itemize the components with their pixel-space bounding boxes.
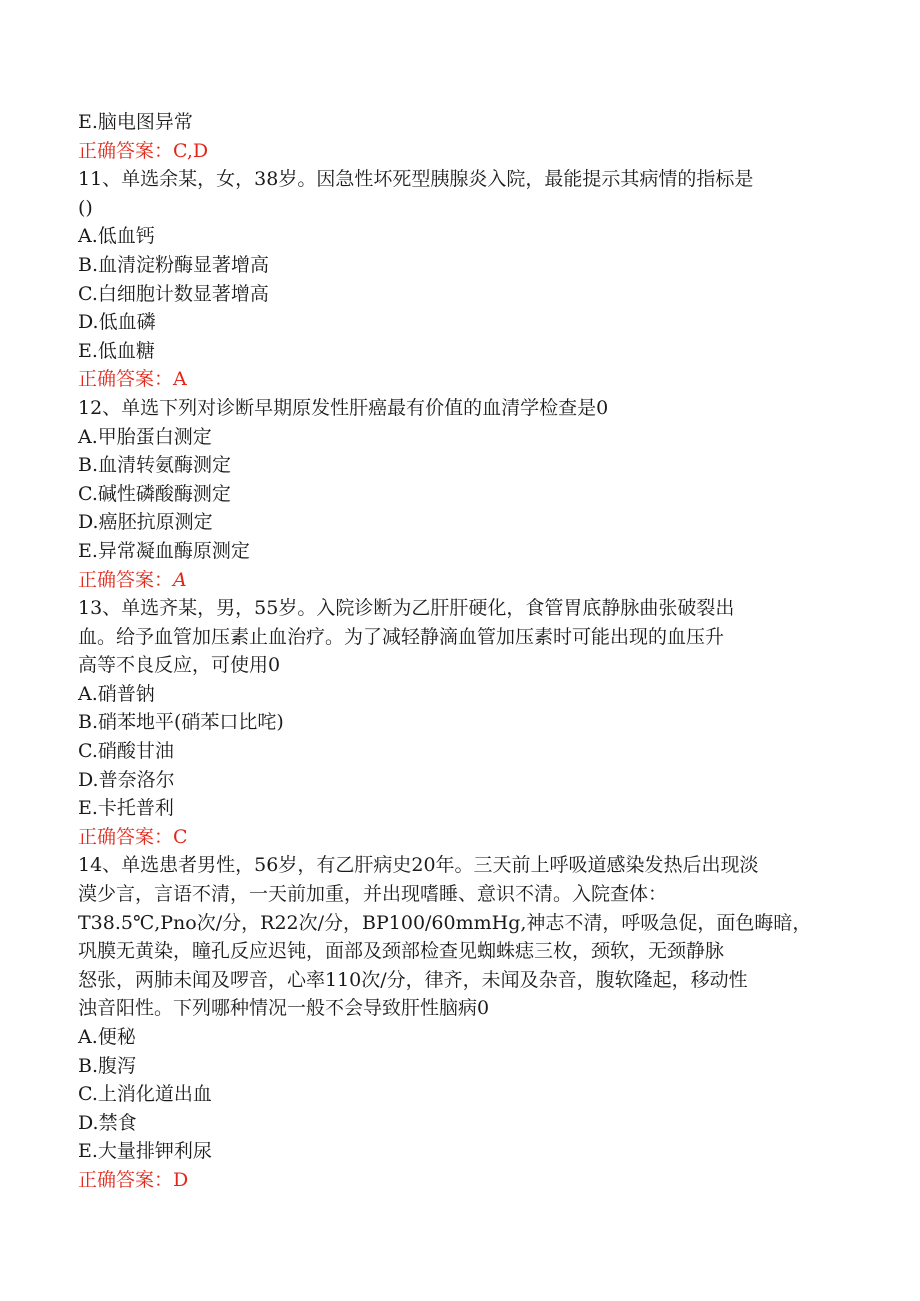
answer-value: D [173, 1168, 189, 1191]
option-a: A.低血钙 [78, 225, 155, 248]
question-12-line: 12、单选下列对诊断早期原发性肝癌最有价值的血清学检查是0 [78, 396, 609, 419]
option-d: D.癌胚抗原测定 [78, 511, 213, 534]
option-d: D.禁食 [78, 1111, 137, 1134]
option-e: E.脑电图异常 [78, 111, 193, 133]
question-14-line: 巩膜无黄染，瞳孔反应迟钝，面部及颈部检查见蜘蛛痣三枚，颈软，无颈静脉 [78, 940, 725, 963]
option-b: B.腹泻 [78, 1054, 137, 1077]
option-c: C.碱性磷酸酶测定 [78, 482, 231, 505]
option-a: A.甲胎蛋白测定 [78, 425, 212, 448]
correct-answer [78, 137, 843, 166]
question-14-line: 浊音阳性。下列哪种情况一般不会导致肝性脑病0 [78, 997, 490, 1020]
question-13-line: 血。给予血管加压素止血治疗。为了减轻静滴血管加压素时可能出现的血压升 [78, 625, 725, 648]
answer-value: C [173, 825, 188, 848]
correct-answer [78, 365, 843, 394]
option-e: E.异常凝血酶原测定 [78, 539, 250, 562]
option-e: E.低血糖 [78, 339, 155, 362]
option-a: A.硝普钠 [78, 682, 155, 705]
question-13-line: 高等不良反应，可使用0 [78, 654, 281, 677]
option-d: D.低血磷 [78, 311, 156, 334]
option-b: B.硝苯地平(硝苯口比咤) [78, 711, 284, 734]
option-b: B.血清淀粉酶显著增高 [78, 253, 270, 276]
option-c: C.硝酸甘油 [78, 740, 174, 763]
option-e: E.大量排钾利尿 [78, 1140, 212, 1163]
correct-answer [78, 823, 843, 852]
option-c: C.白细胞计数显著增高 [78, 282, 269, 305]
correct-answer [78, 1166, 843, 1195]
question-14-line: T38.5℃,Pno次/分，R22次/分，BP100/60mmHg,神志不清，呼吸急促，面色晦暗， [78, 911, 812, 934]
answer-label: 正确答案： [78, 825, 174, 848]
question-14-line: 14、单选患者男性，56岁，有乙肝病史20年。三天前上呼吸道感染发热后出现淡 [78, 854, 759, 877]
option-e: E.卡托普利 [78, 797, 174, 820]
answer-value: C,D [173, 139, 209, 162]
answer-label: 正确答案： [78, 1168, 174, 1191]
question-14-line: 怒张，两肺未闻及啰音，心率110次/分，律齐，未闻及杂音，腹软隆起，移动性 [78, 968, 748, 991]
option-d: D.普奈洛尔 [78, 768, 175, 791]
question-14-line: 漠少言，言语不清，一天前加重，并出现嗜睡、意识不清。入院查体： [78, 883, 668, 906]
question-11-line: 11、单选余某，女，38岁。因急性坏死型胰腺炎入院，最能提示其病情的指标是 [78, 168, 754, 191]
option-b: B.血清转氨酶测定 [78, 454, 232, 477]
option-c: C.上消化道出血 [78, 1083, 212, 1106]
option-a: A.便秘 [78, 1026, 136, 1048]
answer-value: A [173, 568, 187, 591]
answer-label: 正确答案： [78, 568, 174, 591]
question-11-line: () [78, 196, 93, 219]
correct-answer [78, 566, 843, 595]
answer-label: 正确答案： [78, 368, 174, 391]
question-13-line: 13、单选齐某，男，55岁。入院诊断为乙肝肝硬化，食管胃底静脉曲张破裂出 [78, 597, 735, 620]
answer-label: 正确答案： [78, 139, 174, 162]
answer-value: A [173, 368, 187, 391]
document-page [78, 108, 843, 1195]
